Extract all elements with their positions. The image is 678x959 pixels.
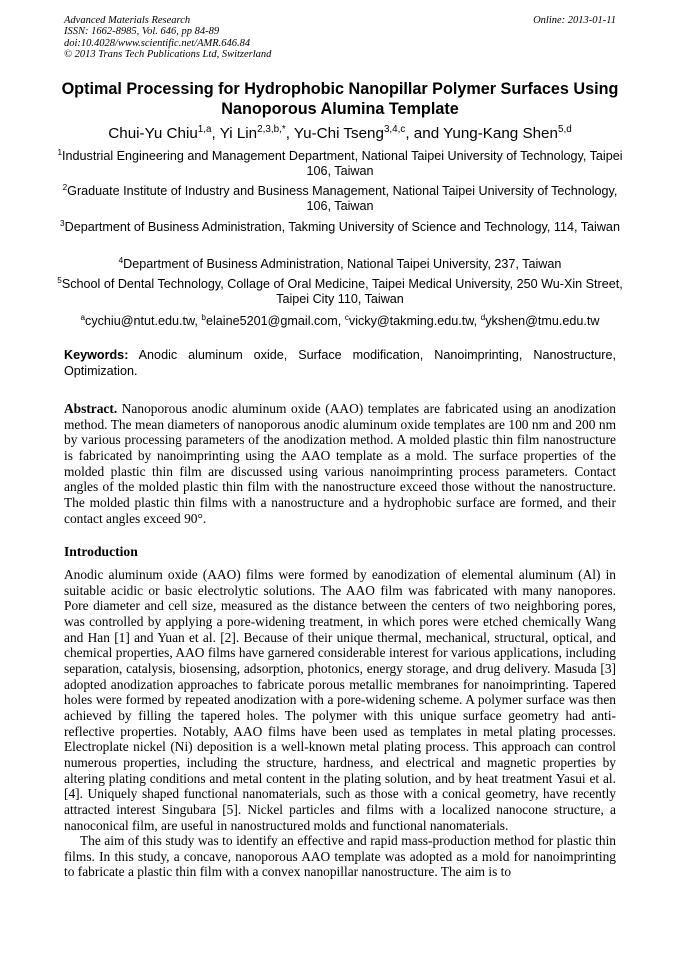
author-separator: ,	[285, 125, 294, 142]
affiliation-text: Department of Business Administration, National Taipei University, 237, Taiwan	[123, 257, 562, 271]
email-sup: a	[80, 312, 86, 322]
paragraph: Anodic aluminum oxide (AAO) films were formed by eanodization of elemental aluminum (Al) in suitable acidic or basic electrolytic solutions. The AAO film was fabricated with many nanopores. Pore diameter and cell size, measured as the distance between the centers of two neighboring pores, was controlled by applying a pore-widening treatment, in which pores were etched chemically Wang and Han [1] and Yuan et al. [2]. Because of their unique thermal, mechanical, structural, optical, and chemical properties, AAO films have garnered considerable interest for various applications, including separation, catalysis, biosensing, adsorption, photonics, energy storage, and drug delivery. Masuda [3] adopted anodization approaches to fabricate porous metallic membranes for nanoimprinting. Tapered holes were formed by repeated anodization with a pore-widening scheme. A polymer surface was then achieved by filling the tapered holes. The polymer with this unique surface geometry had anti-reflective properties. Notably, AAO films have been used as templates in metal plating processes. Electroplate nickel (Ni) deposition is a well-known metal plating process. This approach can control numerous properties, including the structure, hardness, and electrical and magnetic properties by altering plating conditions and metal content in the plating solution, and by heat treatment Yasui et al. [4]. Uniquely shaped functional nanomaterials, such as those with a conical geometry, have recently attracted interest Singubara [5]. Nickel particles and films with a localized nanocone structure, a nanoconical film, are useful in nanostructured molds and functional nanomaterials.	[64, 567, 616, 833]
email-address[interactable]: elaine5201@gmail.com	[205, 314, 338, 328]
affiliation-3	[52, 220, 628, 235]
affiliation-sup: 5	[57, 275, 62, 285]
copyright-line: © 2013 Trans Tech Publications Ltd, Switzerland	[64, 49, 272, 61]
introduction-body	[64, 567, 616, 880]
abstract-label: Abstract.	[64, 401, 118, 416]
paper-title: Optimal Processing for Hydrophobic Nanopillar Polymer Surfaces Using Nanoporous Alumina Template	[61, 80, 619, 118]
author-separator: , and	[405, 125, 444, 142]
author-separator: ,	[211, 125, 220, 142]
keywords	[64, 348, 616, 379]
affiliation-text: School of Dental Technology, Collage of Oral Medicine, Taipei Medical University, 250 Wu-Xin Street, Taipei City 110, Taiwan	[61, 277, 623, 307]
email-address[interactable]: cychiu@ntut.edu.tw	[85, 314, 195, 328]
email-list: $^a$cychiu@ntut.edu.tw, $^b$elaine5201@gmail.com, $^c$vicky@takming.edu.tw, $^d$ykshen@tmu.edu.tw	[80, 312, 600, 328]
section-heading-introduction: Introduction	[64, 544, 138, 559]
keywords-text: Anodic aluminum oxide, Surface modification, Nanoimprinting, Nanostructure, Optimization.	[64, 348, 616, 378]
journal-name: Advanced Materials Research	[64, 15, 191, 26]
affiliation-sup: 1	[57, 147, 63, 157]
abstract-text: Nanoporous anodic aluminum oxide (AAO) templates are fabricated using an anodization method. The mean diameters of nanoporous anodic aluminum oxide templates are 100 nm and 200 nm by various processing parameters of the anodization method. A molded plastic thin film nanostructure is fabricated by nanoimprinting using the AAO template as a mold. The surface properties of the molded plastic thin film are discussed using various nanoimprinting process parameters. Contact angles of the molded plastic thin film with the nanostructure exceed those without the nanostructure. The molded plastic thin films with a nanostructure and a hydrophobic surface are formed, and their contact angles exceed 90°.	[64, 401, 616, 526]
affiliation-4	[52, 257, 628, 272]
affiliation-text: Industrial Engineering and Management Department, National Taipei University of Technology, Taipei 106, Taiwan	[62, 149, 623, 179]
abstract	[64, 401, 616, 526]
author-name: Chui-Yu Chiu	[108, 125, 198, 142]
email-address[interactable]: vicky@takming.edu.tw	[348, 314, 474, 328]
doi-line: doi:10.4028/www.scientific.net/AMR.646.84	[64, 37, 251, 49]
online-date: Online: 2013-01-11	[533, 15, 616, 26]
keywords-label: Keywords:	[64, 348, 129, 362]
affiliation-text: Graduate Institute of Industry and Business Management, National Taipei University of Technology, 106, Taiwan	[67, 184, 618, 214]
author-name: Yung-Kang Shen	[443, 125, 558, 142]
paragraph: The aim of this study was to identify an effective and rapid mass-production method for plastic thin films. In this study, a concave, nanoporous AAO template was adopted as a mold for nanoimprinting to fabricate a plastic thin film with a convex nanopillar nanostructure. The aim is to	[64, 833, 616, 880]
email-address[interactable]: ykshen@tmu.edu.tw	[485, 314, 600, 328]
author-sup: 2,3,b,*	[257, 123, 286, 135]
author-list	[52, 125, 628, 143]
issn-line: ISSN: 1662-8985, Vol. 646, pp 84-89	[64, 26, 220, 38]
author-name: Yi Lin	[219, 125, 258, 142]
author-sup: 1,a	[197, 123, 212, 135]
affiliation-text: Department of Business Administration, Takming University of Science and Technology, 114, Taiwan	[64, 220, 620, 234]
email-sup: b	[201, 312, 206, 322]
email-sup: d	[480, 312, 486, 322]
email-sup: c	[344, 312, 349, 322]
author-sup: 3,4,c	[383, 123, 406, 135]
author-sup: 5,d	[557, 123, 572, 135]
journal-header	[64, 15, 616, 61]
author-name: Yu-Chi Tseng	[293, 125, 384, 142]
affiliation-sup: 2	[62, 182, 68, 192]
affiliation-2	[52, 184, 628, 215]
affiliation-5	[52, 277, 628, 308]
affiliation-sup: 3	[60, 218, 65, 228]
affiliation-1	[52, 149, 628, 180]
affiliation-sup: 4	[118, 255, 124, 265]
